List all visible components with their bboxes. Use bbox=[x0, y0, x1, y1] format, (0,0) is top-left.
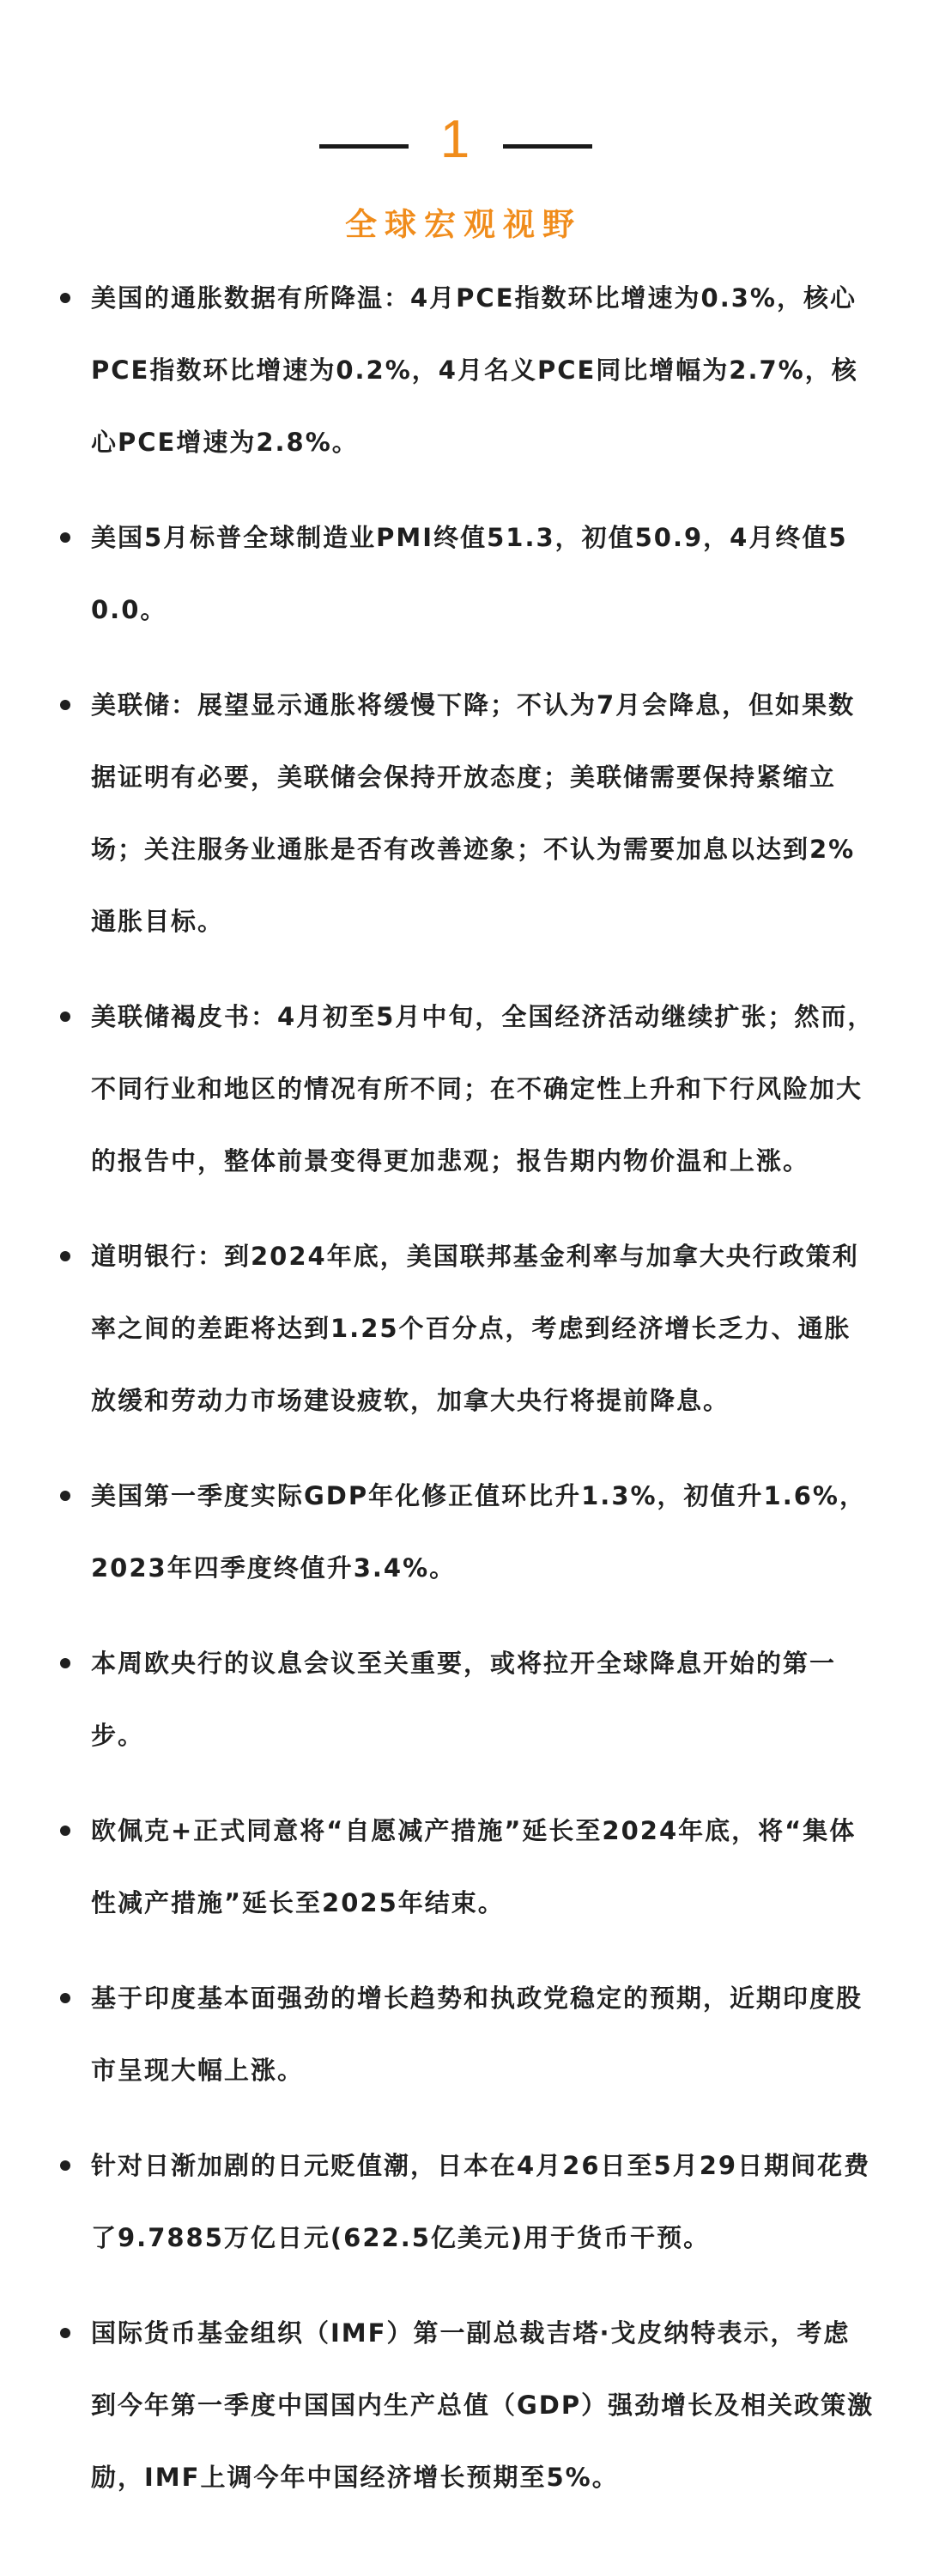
bullet-icon bbox=[60, 1993, 70, 2003]
news-item-text: 美国的通胀数据有所降温：4月PCE指数环比增速为0.3%，核心PCE指数环比增速为0.2%，4月名义PCE同比增幅为2.7%，核心PCE增速为2.8%。 bbox=[91, 283, 858, 457]
bullet-icon bbox=[60, 1251, 70, 1261]
news-item bbox=[57, 669, 876, 957]
news-item-text: 欧佩克+正式同意将“自愿减产措施”延长至2024年底，将“集体性减产措施”延长至2025年结束。 bbox=[91, 1816, 857, 1917]
news-item-text: 美联储：展望显示通胀将缓慢下降；不认为7月会降息，但如果数据证明有必要，美联储会保持开放态度；美联储需要保持紧缩立场；关注服务业通胀是否有改善迹象；不认为需要加息以达到2%通胀目标。 bbox=[91, 690, 856, 936]
section-header bbox=[0, 101, 927, 179]
section-title: 全球宏观视野 bbox=[345, 206, 582, 243]
bullet-icon bbox=[60, 700, 70, 710]
bullet-icon bbox=[60, 1826, 70, 1836]
news-item-text: 美国第一季度实际GDP年化修正值环比升1.3%，初值升1.6%，2023年四季度终值升3.4%。 bbox=[91, 1481, 866, 1583]
news-item-text: 美联储褐皮书：4月初至5月中旬，全国经济活动继续扩张；然而，不同行业和地区的情况有所不同；在不确定性上升和下行风险加大的报告中，整体前景变得更加悲观；报告期内物价温和上涨。 bbox=[91, 1002, 875, 1176]
bullet-icon bbox=[60, 293, 70, 303]
news-item bbox=[57, 2297, 876, 2513]
news-item bbox=[57, 1627, 876, 1771]
bullet-icon bbox=[60, 1658, 70, 1668]
news-item bbox=[57, 501, 876, 646]
news-item-text: 本周欧央行的议息会议至关重要，或将拉开全球降息开始的第一步。 bbox=[91, 1649, 837, 1750]
header-divider-left bbox=[319, 144, 409, 149]
news-item-text: 针对日渐加剧的日元贬值潮，日本在4月26日至5月29日期间花费了9.7885万亿日元(622.5亿美元)用于货币干预。 bbox=[91, 2151, 871, 2252]
news-item bbox=[57, 2129, 876, 2274]
news-item-text: 道明银行：到2024年底，美国联邦基金利率与加拿大央行政策利率之间的差距将达到1.25个百分点，考虑到经济增长乏力、通胀放缓和劳动力市场建设疲软，加拿大央行将提前降息。 bbox=[91, 1242, 859, 1415]
bullet-icon bbox=[60, 1012, 70, 1022]
section-number: 1 bbox=[439, 110, 470, 169]
bullet-icon bbox=[60, 2160, 70, 2171]
news-item bbox=[57, 1795, 876, 1939]
news-item bbox=[57, 1220, 876, 1437]
news-item-text: 国际货币基金组织（IMF）第一副总裁吉塔·戈皮纳特表示，考虑到今年第一季度中国国内生产总值（GDP）强劲增长及相关政策激励，IMF上调今年中国经济增长预期至5%。 bbox=[91, 2318, 875, 2492]
news-item-text: 美国5月标普全球制造业PMI终值51.3，初值50.9，4月终值50.0。 bbox=[91, 523, 848, 624]
bullet-icon bbox=[60, 532, 70, 543]
header-divider-right bbox=[503, 144, 592, 149]
news-list bbox=[57, 262, 876, 2537]
bullet-icon bbox=[60, 1491, 70, 1501]
news-item bbox=[57, 1962, 876, 2106]
news-item-text: 基于印度基本面强劲的增长趋势和执政党稳定的预期，近期印度股市呈现大幅上涨。 bbox=[91, 1984, 863, 2085]
news-item bbox=[57, 1460, 876, 1604]
news-item bbox=[57, 262, 876, 478]
bullet-icon bbox=[60, 2328, 70, 2338]
news-item bbox=[57, 981, 876, 1197]
